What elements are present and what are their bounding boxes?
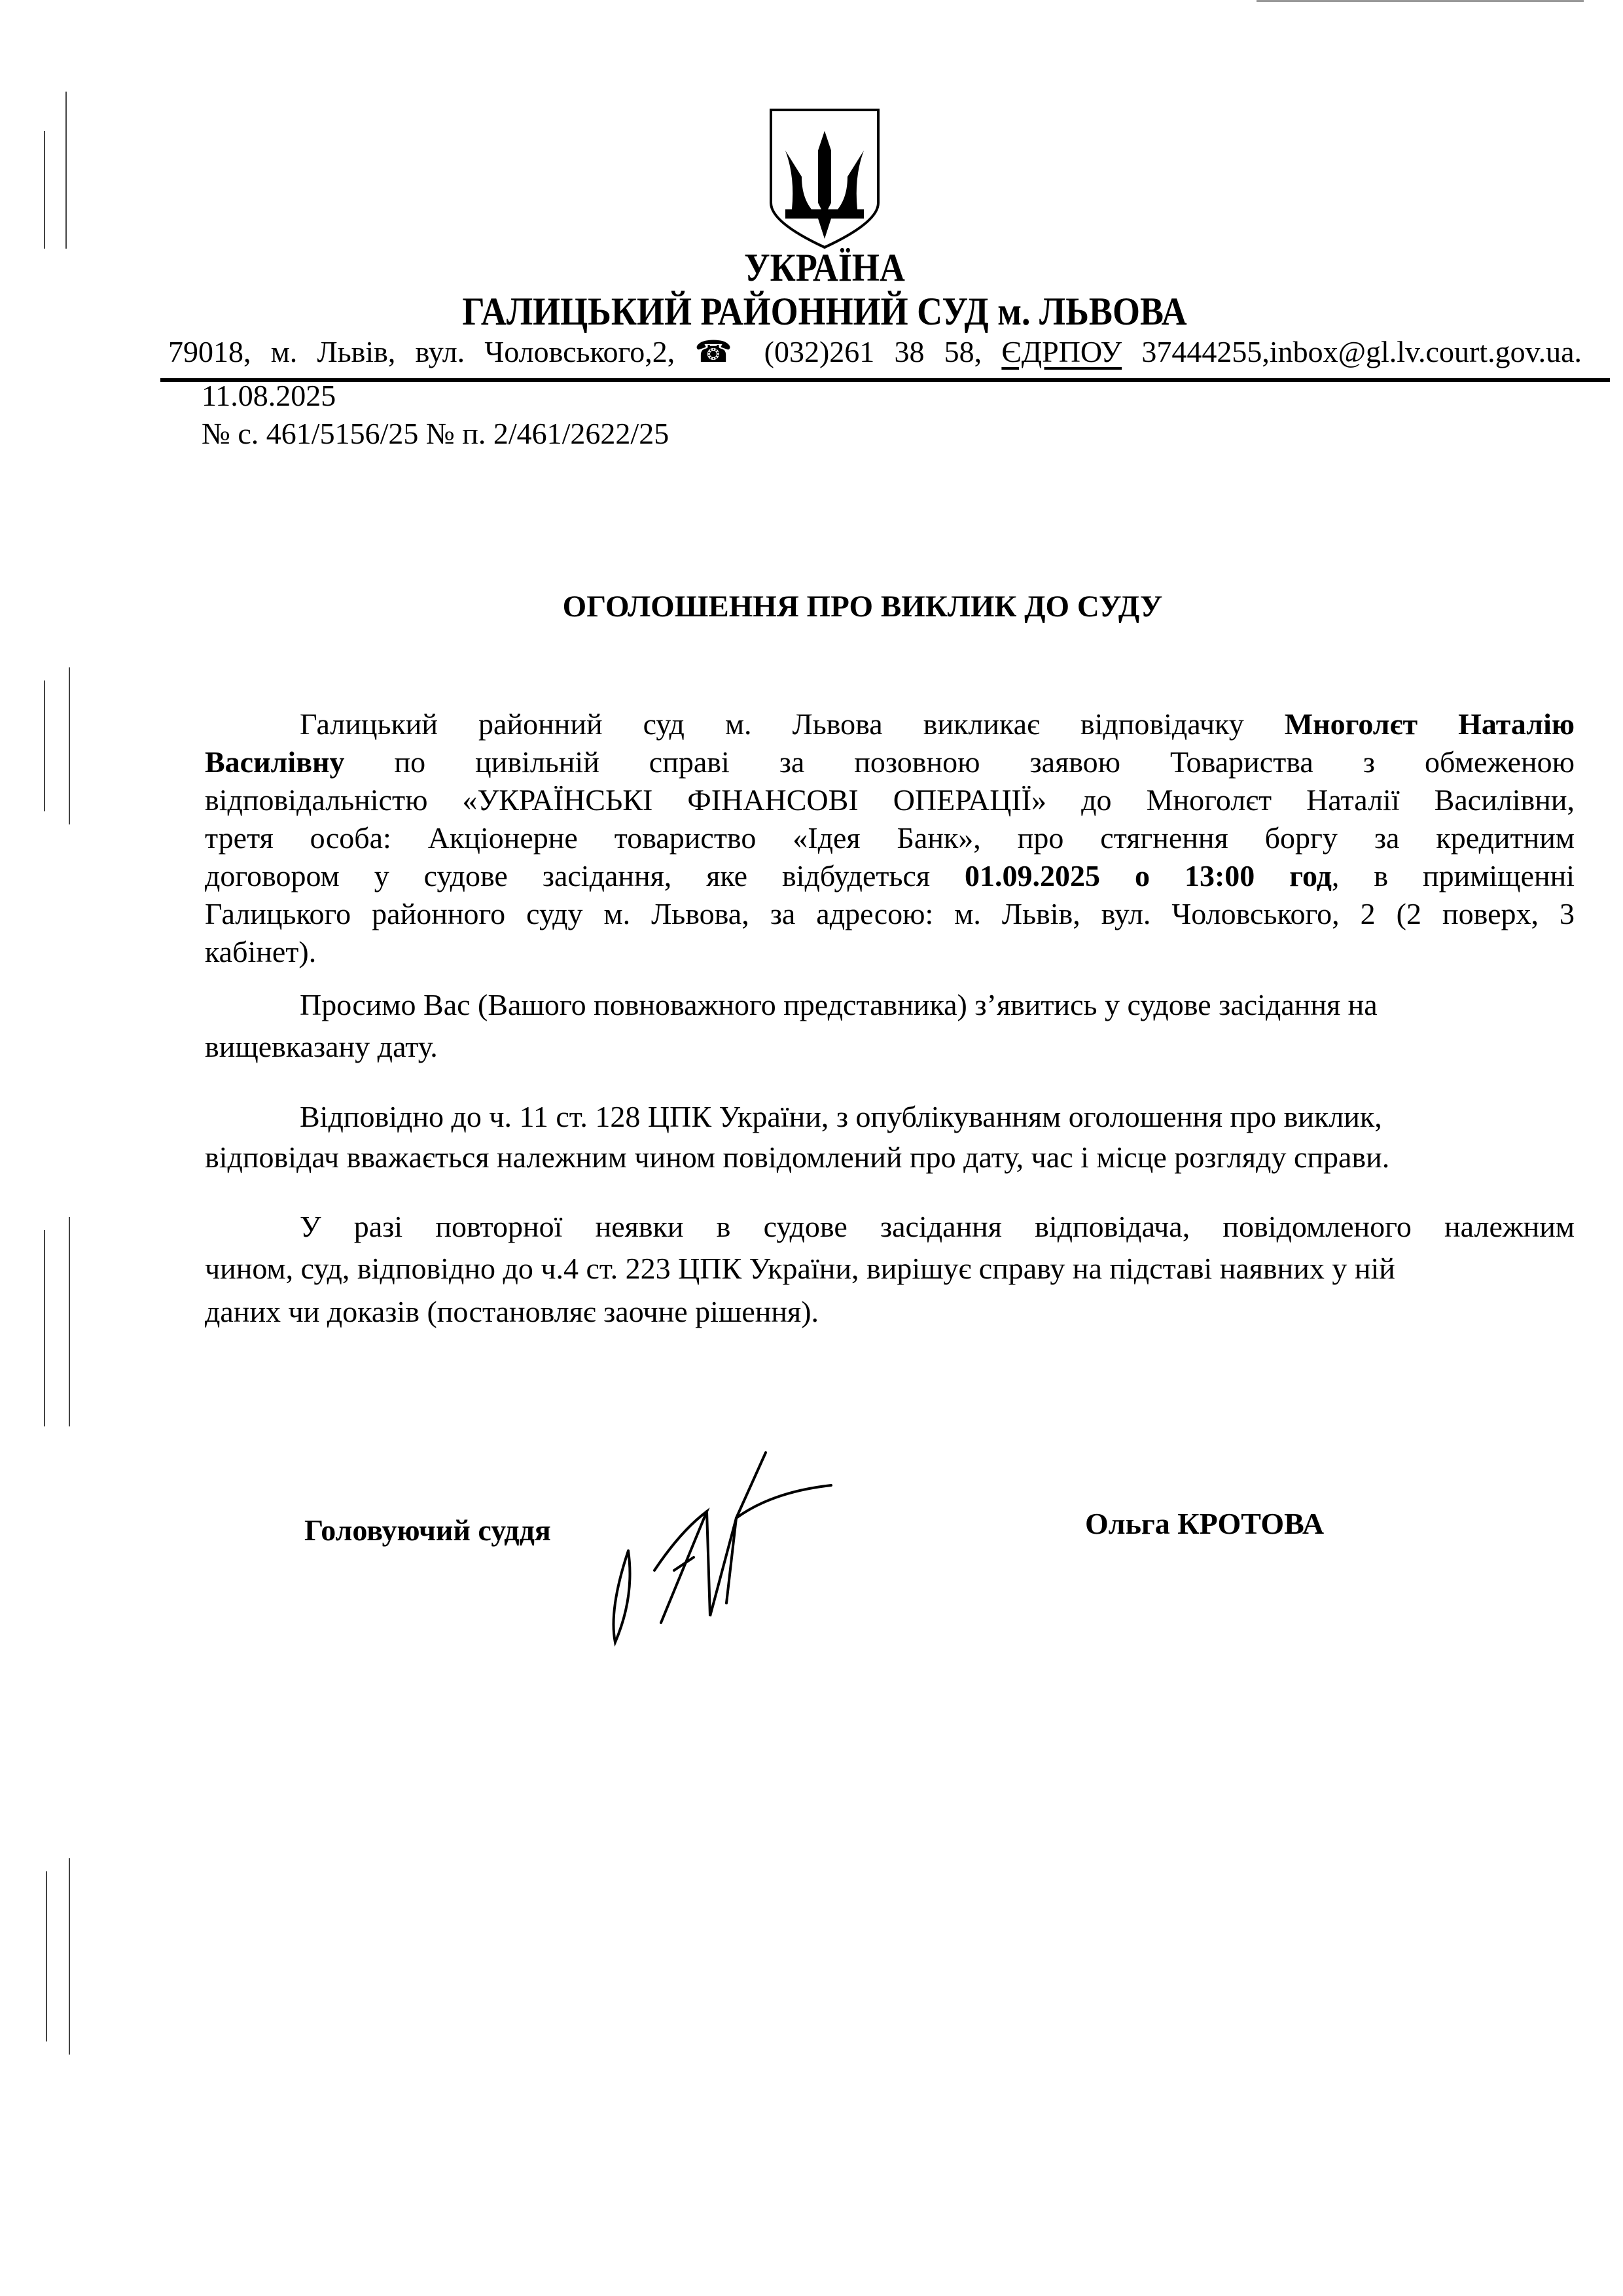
body-line <box>205 783 1575 817</box>
body-text: по цивільній справі за позовною заявою Товариства з обмеженою <box>344 745 1575 779</box>
bold-text: Многолєт Наталію <box>1284 707 1575 741</box>
body-text: Відповідно до ч. 11 ст. 128 ЦПК України, з опублікуванням оголошення про виклик, <box>300 1100 1382 1133</box>
scan-mark <box>44 131 45 249</box>
body-text: третя особа: Акціонерне товариство «Ідея Банк», про стягнення боргу за кредитним <box>205 821 1575 855</box>
case-numbers: № с. 461/5156/25 № п. 2/461/2622/25 <box>202 417 669 450</box>
body-line <box>205 1251 1575 1286</box>
edrpou-label: ЄДРПОУ <box>1001 335 1122 368</box>
body-line <box>205 858 1575 893</box>
body-text: договором у судове засідання, яке відбудеться <box>205 859 965 892</box>
body-line <box>205 1029 1575 1064</box>
scan-mark <box>44 1230 45 1426</box>
body-text: Галицький районний суд м. Львова викликає відповідачку <box>300 707 1285 741</box>
signature-name: Ольга КРОТОВА <box>1085 1507 1325 1540</box>
body-line <box>205 934 1575 969</box>
body-text: відповідач вважається належним чином повідомлений про дату, час і місце розгляду справи. <box>205 1140 1390 1174</box>
body-line <box>205 1140 1575 1174</box>
body-text: чином, суд, відповідно до ч.4 ст. 223 ЦПК України, вирішує справу на підставі наявних у ній <box>205 1252 1395 1285</box>
coat-of-arms-trident-icon <box>766 105 883 250</box>
scan-mark <box>44 680 45 811</box>
bold-text: Василівну <box>205 745 345 779</box>
scan-mark <box>69 1217 70 1426</box>
body-text: вищевказану дату. <box>205 1030 438 1063</box>
scan-mark <box>65 92 67 249</box>
address-text: 79018, м. Львів, вул. Чоловського,2, <box>168 335 675 368</box>
body-text: відповідальністю «УКРАЇНСЬКІ ФІНАНСОВІ ОПЕРАЦІЇ» до Многолєт Наталії Василівни, <box>205 783 1575 817</box>
telephone-icon: ☎ <box>694 335 745 368</box>
body-text: Просимо Вас (Вашого повноважного представника) з’явитись у судове засідання на <box>300 988 1378 1021</box>
body-text: кабінет). <box>205 935 317 968</box>
body-text: У разі повторної неявки в судове засідання відповідача, повідомленого належним <box>300 1210 1575 1243</box>
phone-number: (032)261 38 58, <box>764 335 982 368</box>
handwritten-signature <box>596 1439 883 1655</box>
body-line <box>205 1099 1575 1134</box>
bold-text: 01.09.2025 о 13:00 год <box>965 859 1332 892</box>
scan-mark <box>69 1858 70 2055</box>
court-name: ГАЛИЦЬКИЙ РАЙОННИЙ СУД м. ЛЬВОВА <box>462 290 1187 333</box>
header-divider <box>160 378 1610 382</box>
body-text: , в приміщенні <box>1331 859 1575 892</box>
body-text: Галицького районного суду м. Львова, за адресою: м. Львів, вул. Чоловського, 2 (2 поверх, 3 <box>205 897 1575 930</box>
document-date: 11.08.2025 <box>202 379 336 412</box>
body-line <box>205 1294 1575 1329</box>
scan-mark <box>1257 0 1584 2</box>
signature-role: Головуючий суддя <box>304 1513 551 1547</box>
body-line <box>205 707 1575 741</box>
body-line <box>205 1209 1575 1244</box>
document-title: ОГОЛОШЕННЯ ПРО ВИКЛИК ДО СУДУ <box>562 590 1163 624</box>
body-line <box>205 987 1575 1022</box>
edrpou-and-email: 37444255,inbox@gl.lv.court.gov.ua. <box>1141 335 1582 368</box>
country-name: УКРАЇНА <box>744 246 905 289</box>
body-line <box>205 821 1575 855</box>
court-address <box>168 334 1582 369</box>
scan-mark <box>69 667 70 824</box>
body-line <box>205 896 1575 931</box>
body-text: даних чи доказів (постановляє заочне рішення). <box>205 1295 819 1328</box>
scan-mark <box>46 1871 47 2041</box>
body-line <box>205 745 1575 779</box>
